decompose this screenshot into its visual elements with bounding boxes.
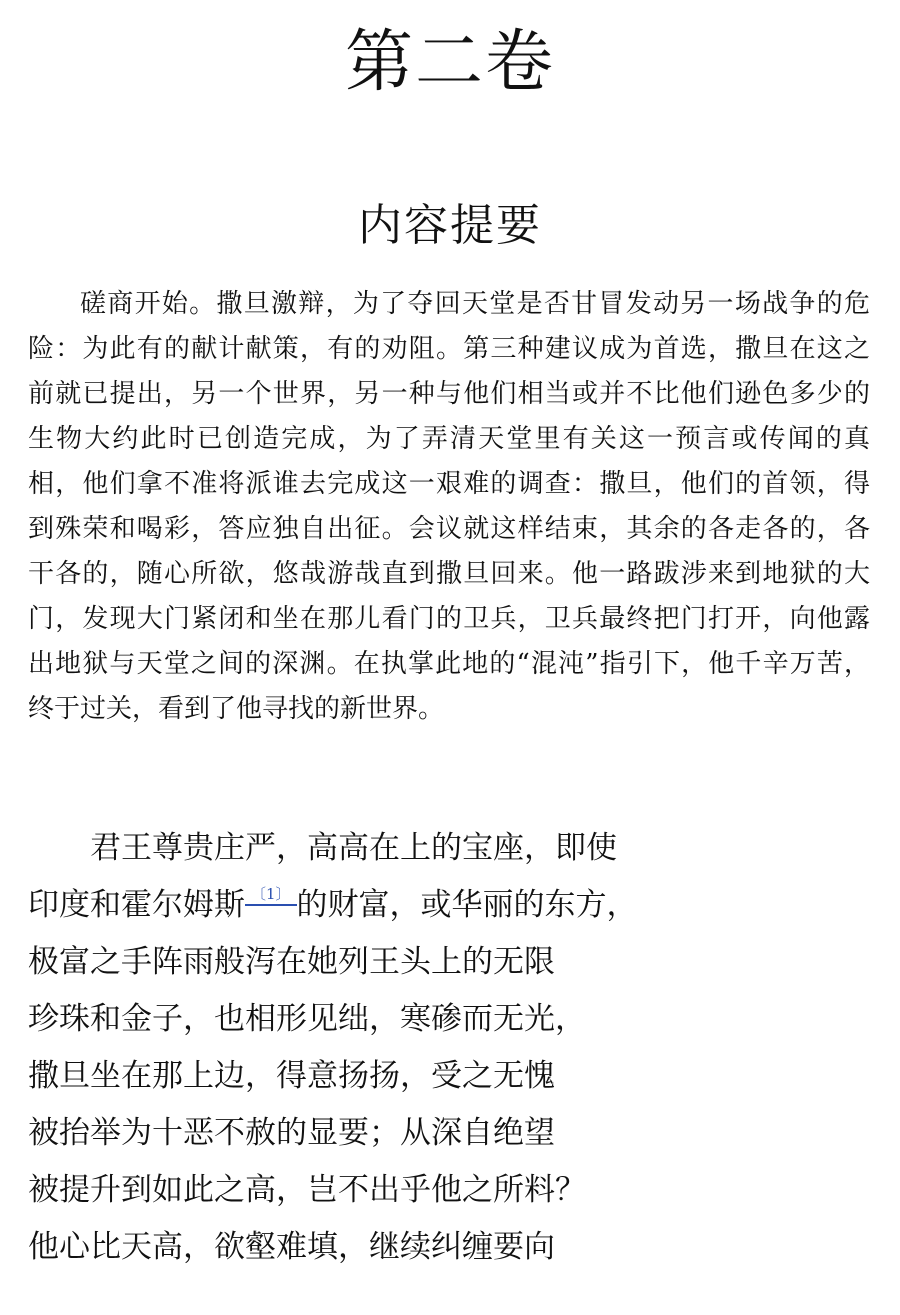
poem-line-text: 印度和霍尔姆斯 [28,887,245,923]
poem-line: 撒旦坐在那上边，得意扬扬，受之无愧 [28,1058,555,1094]
poem-line [28,877,870,934]
poem-line-text: 的财富，或华丽的东方， [296,887,638,923]
summary-line: 相，他们拿不准将派谁去完成这一艰难的调查：撒旦，他们的首领，得 [28,469,870,499]
poem-line: 珍珠和金子，也相形见绌，寒碜而无光， [28,1001,586,1037]
footnote-link[interactable]: 〔1〕 [245,887,297,906]
poem-line: 被抬举为十恶不赦的显要；从深自绝望 [28,1115,555,1151]
summary-line: 到殊荣和喝彩，答应独自出征。会议就这样结束，其余的各走各的，各 [28,514,870,544]
summary-line: 生物大约此时已创造完成，为了弄清天堂里有关这一预言或传闻的真 [28,424,870,454]
poem-line: 极富之手阵雨般泻在她列王头上的无限 [28,944,555,980]
summary-line: 前就已提出，另一个世界，另一种与他们相当或并不比他们逊色多少的 [28,379,870,409]
summary-line: 门，发现大门紧闭和坐在那儿看门的卫兵，卫兵最终把门打开，向他露 [28,604,870,634]
summary-line: 出地狱与天堂之间的深渊。在执掌此地的“混沌”指引下，他千辛万苦， [28,649,870,679]
poem-line: 君王尊贵庄严，高高在上的宝座，即使 [90,830,617,866]
volume-title: 第二卷 [344,23,555,102]
poem-line: 他心比天高，欲壑难填，继续纠缠要向 [28,1229,555,1265]
summary-line: 干各的，随心所欲，悠哉游哉直到撒旦回来。他一路跋涉来到地狱的大 [28,559,870,589]
summary-line: 险：为此有的献计献策，有的劝阻。第三种建议成为首选，撒旦在这之 [28,334,870,364]
section-title: 内容提要 [358,200,542,251]
poem-stanza [28,820,870,1276]
summary-line: 磋商开始。撒旦激辩，为了夺回天堂是否甘冒发动另一场战争的危 [80,289,870,319]
summary-paragraph [28,282,870,732]
poem-line: 被提升到如此之高，岂不出乎他之所料？ [28,1172,586,1208]
summary-line: 终于过关，看到了他寻找的新世界。 [28,694,445,724]
